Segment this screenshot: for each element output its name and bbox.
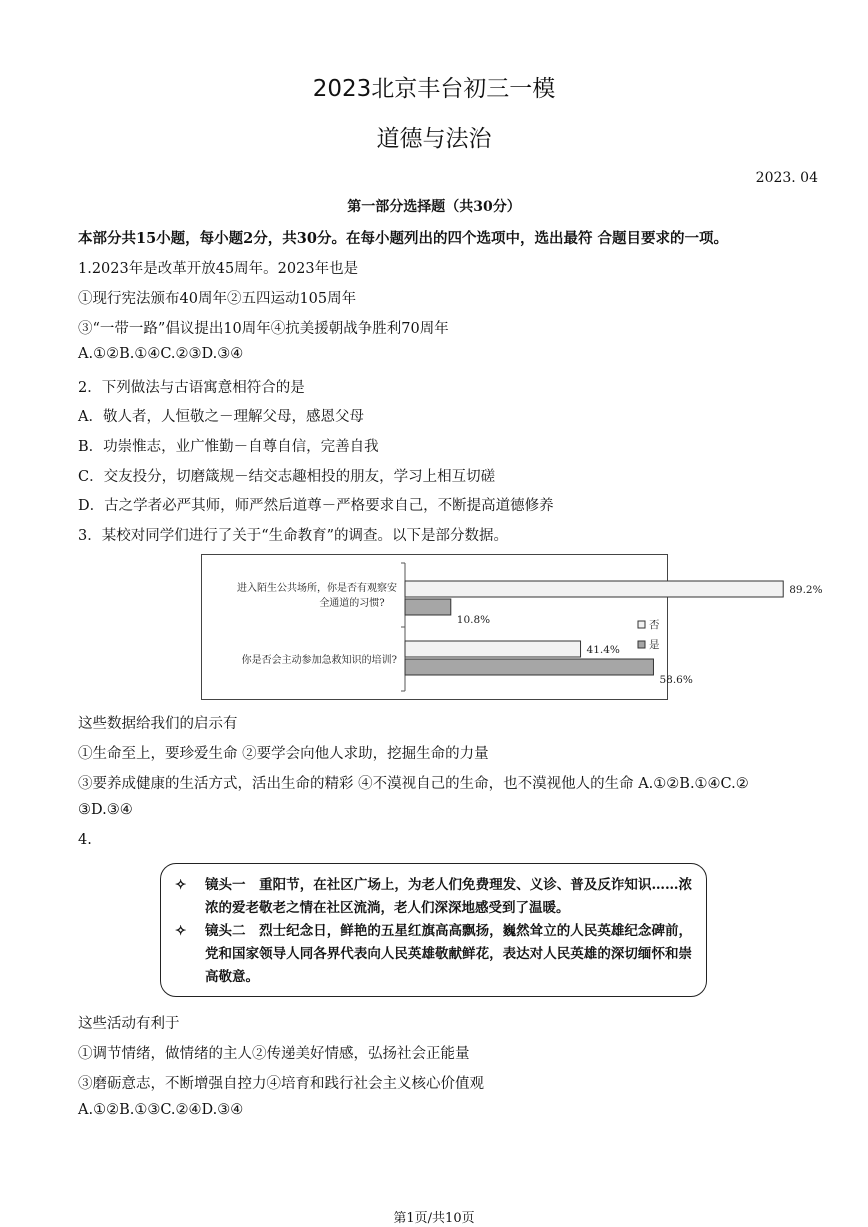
- chart-bar: [405, 581, 783, 597]
- q2-stem: 2．下列做法与古语寓意相符合的是: [78, 380, 305, 396]
- q4-after: 这些活动有利于: [78, 1016, 180, 1032]
- q3-line3: ③D.③④: [78, 802, 133, 818]
- diamond-bullet-icon: ✧: [175, 877, 187, 893]
- q3-stem: 3．某校对同学们进行了关于“生命教育”的调查。以下是部分数据。: [78, 528, 509, 544]
- q3-line2: ③要养成健康的生活方式，活出生命的精彩 ④不漠视自己的生命，也不漠视他人的生命 A.①②B.①④C.②: [78, 776, 749, 792]
- section-heading: 第一部分选择题（共30分）: [347, 199, 521, 215]
- exam-title: 2023北京丰台初三一模: [312, 76, 556, 102]
- chart-category-label: 全通道的习惯?: [319, 598, 385, 609]
- q2-option-c: C．交友投分，切磨箴规－结交志趣相投的朋友，学习上相互切磋: [78, 469, 496, 485]
- scene-1-text: 镜头一 重阳节，在社区广场上，为老人们免费理发、义诊、普及反诈知识……浓浓的爱老敬老之情在社区流淌，老人们深深地感受到了温暖。: [205, 877, 692, 916]
- chart-data-label: 41.4%: [586, 644, 620, 656]
- chart-legend-swatch: [638, 621, 645, 628]
- q4-stem: 4.: [78, 832, 92, 848]
- chart-data-label: 58.6%: [659, 674, 693, 686]
- q2-option-b: B．功崇惟志，业广惟勤－自尊自信，完善自我: [78, 439, 379, 455]
- q4-line2: ③磨砺意志，不断增强自控力④培育和践行社会主义核心价值观: [78, 1076, 484, 1092]
- survey-chart: [201, 554, 823, 700]
- instruction: 本部分共15小题，每小题2分，共30分。在每小题列出的四个选项中，选出最符 合题目要求的一项。: [78, 230, 728, 247]
- q1-line1: ①现行宪法颁布40周年②五四运动105周年: [78, 291, 357, 307]
- scene-box: [160, 863, 707, 997]
- q4-line1: ①调节情绪，做情绪的主人②传递美好情感，弘扬社会正能量: [78, 1046, 470, 1062]
- chart-legend-label: 否: [649, 619, 660, 631]
- q1-line2: ③“一带一路”倡议提出10周年④抗美援朝战争胜利70周年: [78, 321, 449, 337]
- scene-1: [175, 874, 692, 920]
- subject-title: 道德与法治: [376, 126, 492, 152]
- chart-bar: [405, 659, 653, 675]
- q2-option-d: D．古之学者必严其师，师严然后道尊－严格要求自己，不断提高道德修养: [78, 498, 554, 514]
- q3-after: 这些数据给我们的启示有: [78, 716, 238, 732]
- exam-date: 2023. 04: [755, 170, 818, 186]
- chart-category-label: 进入陌生公共场所，你是否有观察安: [237, 583, 397, 594]
- page-number: 第1页/共10页: [393, 1211, 475, 1226]
- survey-chart-svg: [202, 555, 823, 701]
- chart-category-label: 你是否会主动参加急救知识的培训?: [241, 655, 397, 666]
- diamond-bullet-icon: ✧: [175, 923, 187, 939]
- chart-bar: [405, 599, 451, 615]
- scene-2: [175, 920, 692, 989]
- q4-options: A.①②B.①③C.②④D.③④: [78, 1102, 244, 1118]
- chart-bar: [405, 641, 581, 657]
- chart-data-label: 89.2%: [789, 584, 823, 596]
- scene-2-text: 镜头二 烈士纪念日，鲜艳的五星红旗高高飘扬，巍然耸立的人民英雄纪念碑前，党和国家领导人同各界代表向人民英雄敬献鲜花，表达对人民英雄的深切缅怀和崇高敬意。: [205, 923, 692, 985]
- chart-data-label: 10.8%: [456, 614, 491, 626]
- q1-options: A.①②B.①④C.②③D.③④: [78, 346, 244, 362]
- q1-stem: 1.2023年是改革开放45周年。2023年也是: [78, 261, 359, 277]
- q3-line1: ①生命至上，要珍爱生命 ②要学会向他人求助，挖掘生命的力量: [78, 746, 489, 762]
- chart-legend-label: 是: [649, 639, 660, 651]
- chart-legend-swatch: [638, 641, 645, 648]
- q2-option-a: A．敬人者，人恒敬之－理解父母，感恩父母: [78, 409, 364, 425]
